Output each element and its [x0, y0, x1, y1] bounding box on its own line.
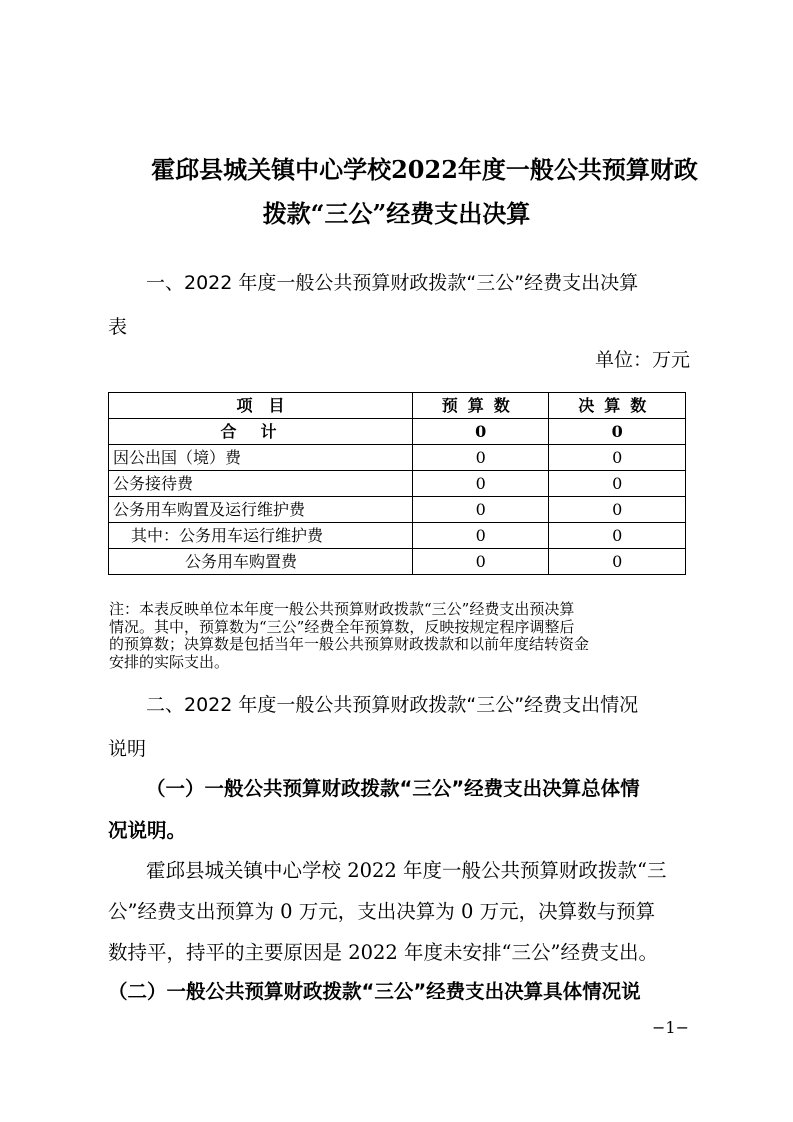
row-label: 公务用车购置费	[109, 549, 413, 575]
row-label: 公务用车购置及运行维护费	[109, 497, 413, 523]
table-note	[109, 601, 689, 671]
paragraph-line: 公”经费支出预算为 0 万元，支出决算为 0 万元，决算数与预算	[108, 900, 656, 923]
note-line: 安排的实际支出。	[109, 652, 230, 671]
row-budget: 0	[412, 497, 549, 523]
row-final: 0	[549, 549, 686, 575]
table-row	[109, 445, 686, 471]
row-budget: 0	[412, 523, 549, 549]
page-number: −1−	[652, 1018, 689, 1037]
row-budget: 0	[412, 445, 549, 471]
total-final: 0	[549, 419, 686, 445]
table-row	[109, 497, 686, 523]
table-row-total	[109, 419, 686, 445]
table-row	[109, 523, 686, 549]
total-budget: 0	[412, 419, 549, 445]
row-final: 0	[549, 445, 686, 471]
row-label: 其中：公务用车运行维护费	[109, 523, 413, 549]
table-row	[109, 549, 686, 575]
subsection-1-heading: （一）一般公共预算财政拨款“三公”经费支出决算总体情	[146, 777, 640, 800]
unit-label: 单位：万元	[594, 349, 690, 371]
row-budget: 0	[412, 549, 549, 575]
total-label: 合计	[109, 419, 413, 445]
paragraph-line: 霍邱县城关镇中心学校 2022 年度一般公共预算财政拨款“三	[146, 859, 667, 882]
document-title-line-1: 霍邱县城关镇中心学校2022年度一般公共预算财政	[151, 155, 698, 184]
table-header-row	[109, 393, 686, 419]
paragraph-line: 数持平，持平的主要原因是 2022 年度未安排“三公”经费支出。	[108, 941, 658, 964]
expense-table	[108, 392, 686, 575]
row-budget: 0	[412, 471, 549, 497]
header-final: 决算数	[549, 393, 686, 419]
row-label: 公务接待费	[109, 471, 413, 497]
note-line: 注：本表反映单位本年度一般公共预算财政拨款“三公”经费支出预决算	[109, 600, 575, 618]
subsection-2-heading: （二）一般公共预算财政拨款“三公”经费支出决算具体情况说	[108, 980, 641, 1003]
section-2-heading: 二、2022 年度一般公共预算财政拨款“三公”经费支出情况	[146, 694, 639, 716]
row-final: 0	[549, 471, 686, 497]
section-1-heading-cont: 表	[108, 316, 128, 338]
header-item: 项 目	[109, 393, 413, 419]
section-1-heading: 一、2022 年度一般公共预算财政拨款“三公”经费支出决算	[146, 272, 639, 294]
note-line: 情况。其中，预算数为“三公”经费全年预算数，反映按规定程序调整后	[109, 617, 575, 636]
subsection-1-heading-cont: 况说明。	[108, 819, 187, 842]
table-row	[109, 471, 686, 497]
document-title-line-2: 拨款“三公”经费支出决算	[262, 199, 531, 228]
row-final: 0	[549, 523, 686, 549]
section-2-heading-cont: 说明	[108, 738, 147, 760]
note-line: 的预算数；决算数是包括当年一般公共预算财政拨款和以前年度结转资金	[109, 635, 590, 653]
row-final: 0	[549, 497, 686, 523]
row-label: 因公出国（境）费	[109, 445, 413, 471]
header-budget: 预算数	[412, 393, 549, 419]
